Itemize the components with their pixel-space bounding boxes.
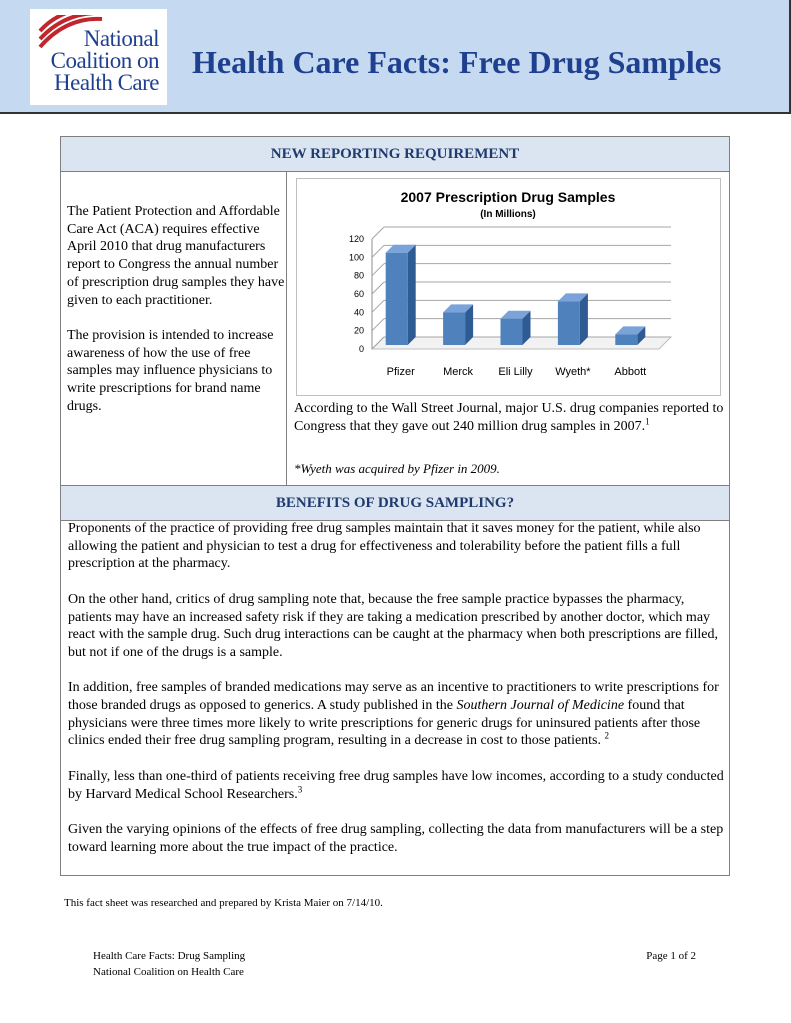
reporting-paragraph: The provision is intended to increase awareness of how the use of free samples may influence physicians to write prescriptions for brand name drugs. [67,327,274,414]
x-tick-label: Merck [443,366,474,378]
chart-caption [294,400,724,436]
benefits-paragraph: Given the varying opinions of the effects of free drug sampling, collecting the data from manufacturers will be a step toward learning more about the true impact of the practice. [68,821,724,855]
page-number: Page 1 of 2 [646,950,696,962]
author-note: This fact sheet was researched and prepared by Krista Maier on 7/14/10. [64,897,383,909]
logo-line: National [83,26,159,51]
y-tick-label: 120 [348,234,364,244]
fact-table [60,136,730,876]
benefits-paragraph: Proponents of the practice of providing free drug samples maintain that it saves money for the patient, while also allowing the patient and physician to test a drug for effectiveness and tolerability before the patient fills a full prescription at the pharmacy. [68,521,701,572]
x-tick-label: Pfizer [386,366,415,378]
drug-samples-chart [296,178,721,396]
gridline-diag [372,282,384,294]
y-tick-label: 0 [358,344,364,354]
chart-caption-text: According to the Wall Street Journal, major U.S. drug companies reported to Congress that they gave out 240 million drug samples in 2007. [294,401,724,434]
y-tick-label: 80 [353,270,364,281]
gridline-diag [372,245,384,257]
page-footer [93,948,696,980]
gridline-diag [372,319,384,331]
x-tick-label: Wyeth* [555,366,591,378]
benefits-paragraph [68,679,724,750]
bar [386,253,408,345]
x-tick-label: Abbott [614,366,647,378]
bar-side [580,293,588,345]
benefits-body [68,520,724,874]
section-heading-reporting: NEW REPORTING REQUIREMENT [61,137,729,172]
paragraph-text: Finally, less than one-third of patients receiving free drug samples have low incomes, according to a study conducted by Harvard Medical School Researchers. [68,768,724,802]
logo-line: Coalition on [50,48,159,73]
section-heading-benefits: BENEFITS OF DRUG SAMPLING? [61,485,729,521]
header-band [0,0,791,114]
x-tick-label: Eli Lilly [498,366,533,378]
paragraph-text: found that physicians were three times more likely to write prescriptions for generic drugs for uninsured patients after those clinics ended their free drug sampling program, resulting in a decrease in cost to those patients. [68,698,701,749]
footnote-ref: 3 [297,783,303,794]
logo-line: Health Care [54,70,159,95]
gridline-diag [372,227,384,239]
benefits-paragraph: On the other hand, critics of drug sampling note that, because the free sample practice bypasses the pharmacy, patients may have an increased safety risk if they are taking a medication prescribed by another doctor, which may react with the sample drug. Such drug interactions can be caught at the pharmacy when both prescriptions are filled, but not if one of the drugs is a sample. [68,591,719,660]
gridline-diag [372,300,384,312]
reporting-text-cell [61,171,287,485]
paragraph-text: In addition, free samples of branded medications may serve as an incentive to practitioners to write prescriptions for those branded drugs as opposed to generics. A study published in the [68,680,719,713]
footer-line: Health Care Facts: Drug Sampling [93,950,246,962]
footnote-ref: 2 [604,730,610,741]
chart-title: 2007 Prescription Drug Samples [400,189,616,205]
y-tick-label: 100 [348,252,364,263]
logo [30,9,167,105]
gridline-diag [372,264,384,276]
reporting-paragraph: The Patient Protection and Affordable Care Act (ACA) requires effective April 2010 that drug manufacturers report to Congress the annual number of prescription drug samples they have given to each practitioner. [67,204,285,308]
y-tick-label: 60 [353,289,364,299]
y-tick-label: 40 [353,307,364,318]
logo-text [51,28,159,94]
bar [558,301,580,345]
bar-side [408,245,416,345]
footnote-ref: 1 [645,416,650,427]
benefits-paragraph [68,768,724,803]
bar [501,319,523,345]
wyeth-note: *Wyeth was acquired by Pfizer in 2009. [294,461,500,476]
chart-svg [297,179,720,395]
bar [443,312,465,345]
page-title: Health Care Facts: Free Drug Samples [192,44,722,80]
y-tick-label: 20 [353,325,364,336]
bar [615,334,637,345]
chart-subtitle: (In Millions) [480,209,536,220]
journal-name: Southern Journal of Medicine [456,698,625,713]
footer-line: National Coalition on Health Care [93,966,244,978]
